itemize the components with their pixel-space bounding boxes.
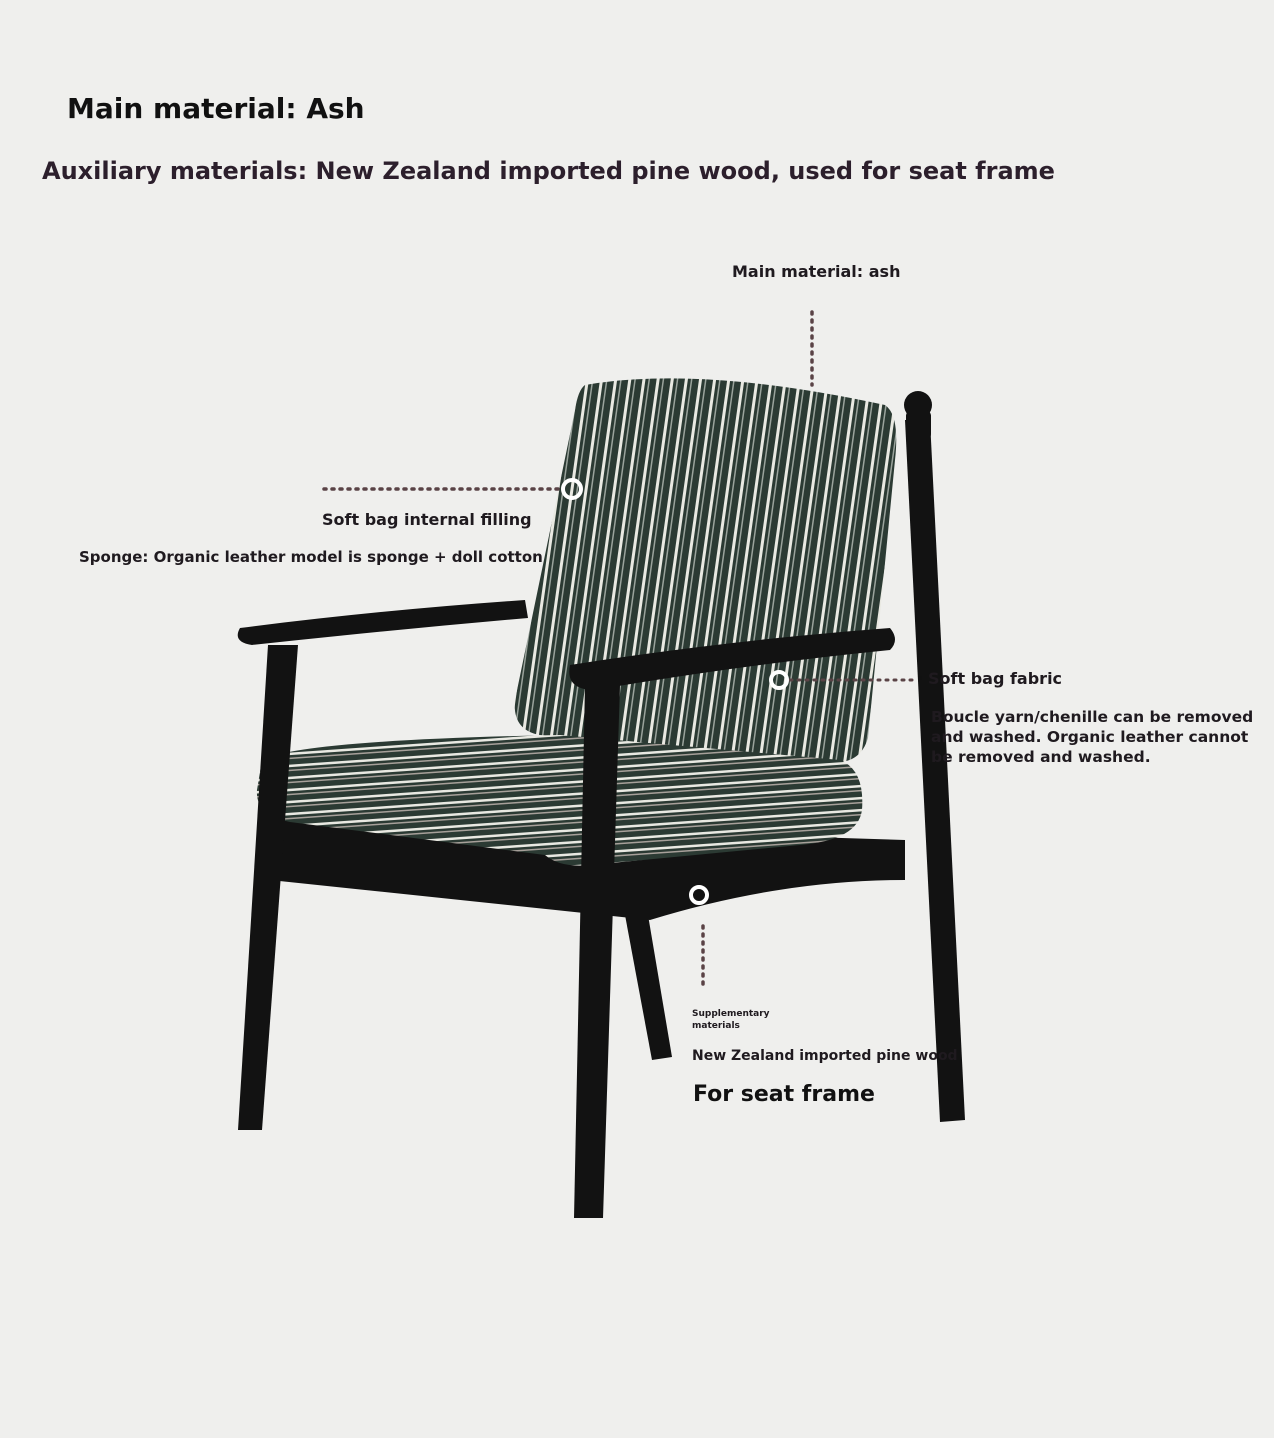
back-leg-right xyxy=(905,420,965,1122)
back-leg-left xyxy=(625,915,672,1060)
front-leg-left xyxy=(238,645,298,1130)
armrest-left xyxy=(238,600,528,645)
callout-fabric-title: Soft bag fabric xyxy=(928,669,1063,688)
callout-filling-desc: Sponge: Organic leather model is sponge + doll cotton xyxy=(79,548,543,566)
callout-seat-frame: For seat frame xyxy=(693,1082,875,1107)
callout-fabric-desc: Boucle yarn/chenille can be removed and washed. Organic leather cannot be removed and washed. xyxy=(931,708,1254,766)
main-material-heading: Main material: Ash xyxy=(67,92,365,125)
callout-filling-title: Soft bag internal filling xyxy=(322,510,532,529)
callout-supplementary: Supplementary materials xyxy=(692,1009,770,1031)
callout-pine: New Zealand imported pine wood xyxy=(692,1048,958,1064)
callout-main-ash: Main material: ash xyxy=(732,262,901,281)
auxiliary-materials-heading: Auxiliary materials: New Zealand imported pine wood, used for seat frame xyxy=(42,157,1055,185)
back-cushion xyxy=(515,378,897,762)
